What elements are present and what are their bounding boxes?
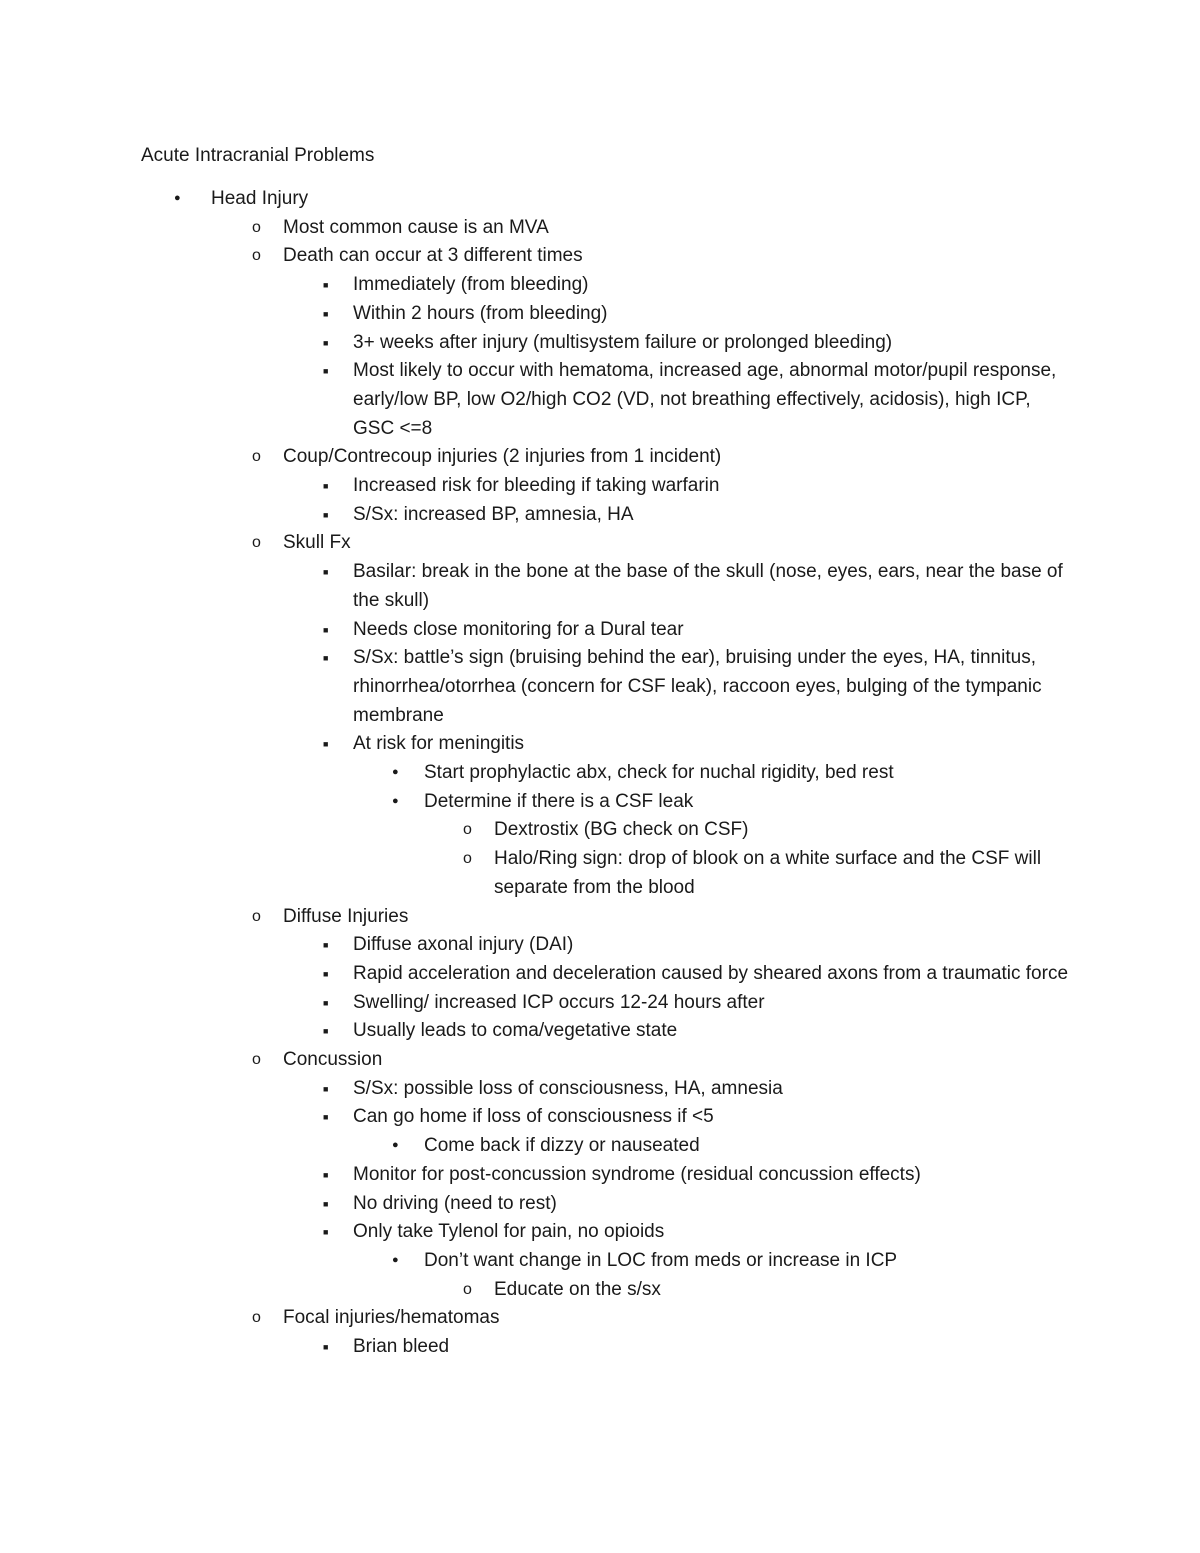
outline-item-text: Swelling/ increased ICP occurs 12-24 hours after	[353, 991, 765, 1013]
outline-item-text: Diffuse Injuries	[283, 905, 409, 927]
outline-item	[353, 616, 1075, 645]
outline-item-text: Focal injuries/hematomas	[283, 1307, 500, 1329]
outline-item-text: Most common cause is an MVA	[283, 216, 549, 238]
outline-item	[353, 644, 1075, 730]
outline-item-text: Most likely to occur with hematoma, increased age, abnormal motor/pupil response, early/low BP, low O2/high CO2 (VD, not breathing effectively, acidosis), high ICP, GSC <=8	[353, 360, 1057, 439]
outline-item-text: Only take Tylenol for pain, no opioids	[353, 1221, 665, 1243]
outline-item-text: Start prophylactic abx, check for nuchal rigidity, bed rest	[424, 762, 894, 783]
outline-item-text: Diffuse axonal injury (DAI)	[353, 934, 574, 956]
outline-item-text: 3+ weeks after injury (multisystem failure or prolonged bleeding)	[353, 331, 893, 353]
outline-item-text: Within 2 hours (from bleeding)	[353, 302, 608, 324]
outline-item	[424, 1132, 1075, 1161]
outline-item	[353, 1075, 1075, 1104]
outline-item	[283, 214, 1075, 243]
outline-item	[353, 989, 1075, 1018]
outline-item	[353, 931, 1075, 960]
outline-item	[353, 501, 1075, 530]
outline-item	[353, 558, 1075, 615]
outline-item	[283, 443, 1075, 472]
outline-item-text: Rapid acceleration and deceleration caused by sheared axons from a traumatic force	[353, 962, 1069, 984]
outline-item	[494, 1276, 1075, 1305]
outline-item-text: S/Sx: possible loss of consciousness, HA, amnesia	[353, 1077, 783, 1099]
outline-item-text: Educate on the s/sx	[494, 1278, 661, 1300]
outline-item-text: Determine if there is a CSF leak	[424, 790, 694, 812]
outline-item	[353, 960, 1075, 989]
outline-item	[353, 300, 1075, 329]
outline-item	[283, 903, 1075, 932]
outline-item	[424, 788, 1075, 817]
outline-item-text: Come back if dizzy or nauseated	[424, 1135, 700, 1157]
outline-item-text: Don’t want change in LOC from meds or increase in ICP	[424, 1249, 898, 1271]
outline-item	[283, 1304, 1075, 1333]
outline-item	[353, 472, 1075, 501]
outline-item-text: Can go home if loss of consciousness if <5	[353, 1106, 714, 1128]
outline-item-text: Halo/Ring sign: drop of blook on a white surface and the CSF will separate from the blood	[494, 848, 1042, 898]
outline-item	[353, 1333, 1075, 1362]
outline-item-text: S/Sx: increased BP, amnesia, HA	[353, 503, 634, 525]
outline-item	[353, 271, 1075, 300]
outline-item	[494, 845, 1075, 902]
outline-item	[424, 759, 1075, 788]
outline-item-text: Immediately (from bleeding)	[353, 274, 589, 296]
outline-item	[353, 1161, 1075, 1190]
outline-item-text: Needs close monitoring for a Dural tear	[353, 618, 684, 640]
outline-item-text: At risk for meningitis	[353, 733, 525, 755]
outline-item-text: No driving (need to rest)	[353, 1192, 557, 1214]
outline-item-text: Increased risk for bleeding if taking warfarin	[353, 475, 720, 496]
outline-item	[353, 1218, 1075, 1247]
outline-item-text: Basilar: break in the bone at the base of the skull (nose, eyes, ears, near the base of the skull)	[353, 561, 1063, 611]
outline-item	[283, 1046, 1075, 1075]
outline-item	[353, 1017, 1075, 1046]
outline-item-text: Brian bleed	[353, 1336, 450, 1357]
outline-item-text: Skull Fx	[283, 532, 351, 554]
outline-item-text: S/Sx: battle’s sign (bruising behind the ear), bruising under the eyes, HA, tinnitus, rhinorrhea/otorrhea (concern for CSF leak), raccoon eyes, bulging of the tympanic membrane	[353, 647, 1042, 726]
outline-item	[353, 730, 1075, 759]
outline-item-text: Concussion	[283, 1049, 383, 1070]
outline-item	[353, 357, 1075, 443]
outline-item	[211, 185, 1075, 214]
outline-item	[283, 242, 1075, 271]
outline-item	[283, 529, 1075, 558]
outline-item-text: Death can occur at 3 different times	[283, 245, 583, 267]
outline-item	[494, 816, 1075, 845]
document-title: Acute Intracranial Problems	[141, 145, 375, 166]
outline-item	[353, 329, 1075, 358]
outline-item	[353, 1190, 1075, 1219]
outline-item-text: Monitor for post-concussion syndrome (residual concussion effects)	[353, 1163, 921, 1185]
outline-item-text: Head Injury	[211, 188, 309, 209]
outline-item-text: Usually leads to coma/vegetative state	[353, 1020, 678, 1042]
outline-item	[353, 1103, 1075, 1132]
outline-item-text: Coup/Contrecoup injuries (2 injuries from 1 incident)	[283, 446, 722, 468]
outline-item	[424, 1247, 1075, 1276]
outline-item-text: Dextrostix (BG check on CSF)	[494, 819, 749, 841]
